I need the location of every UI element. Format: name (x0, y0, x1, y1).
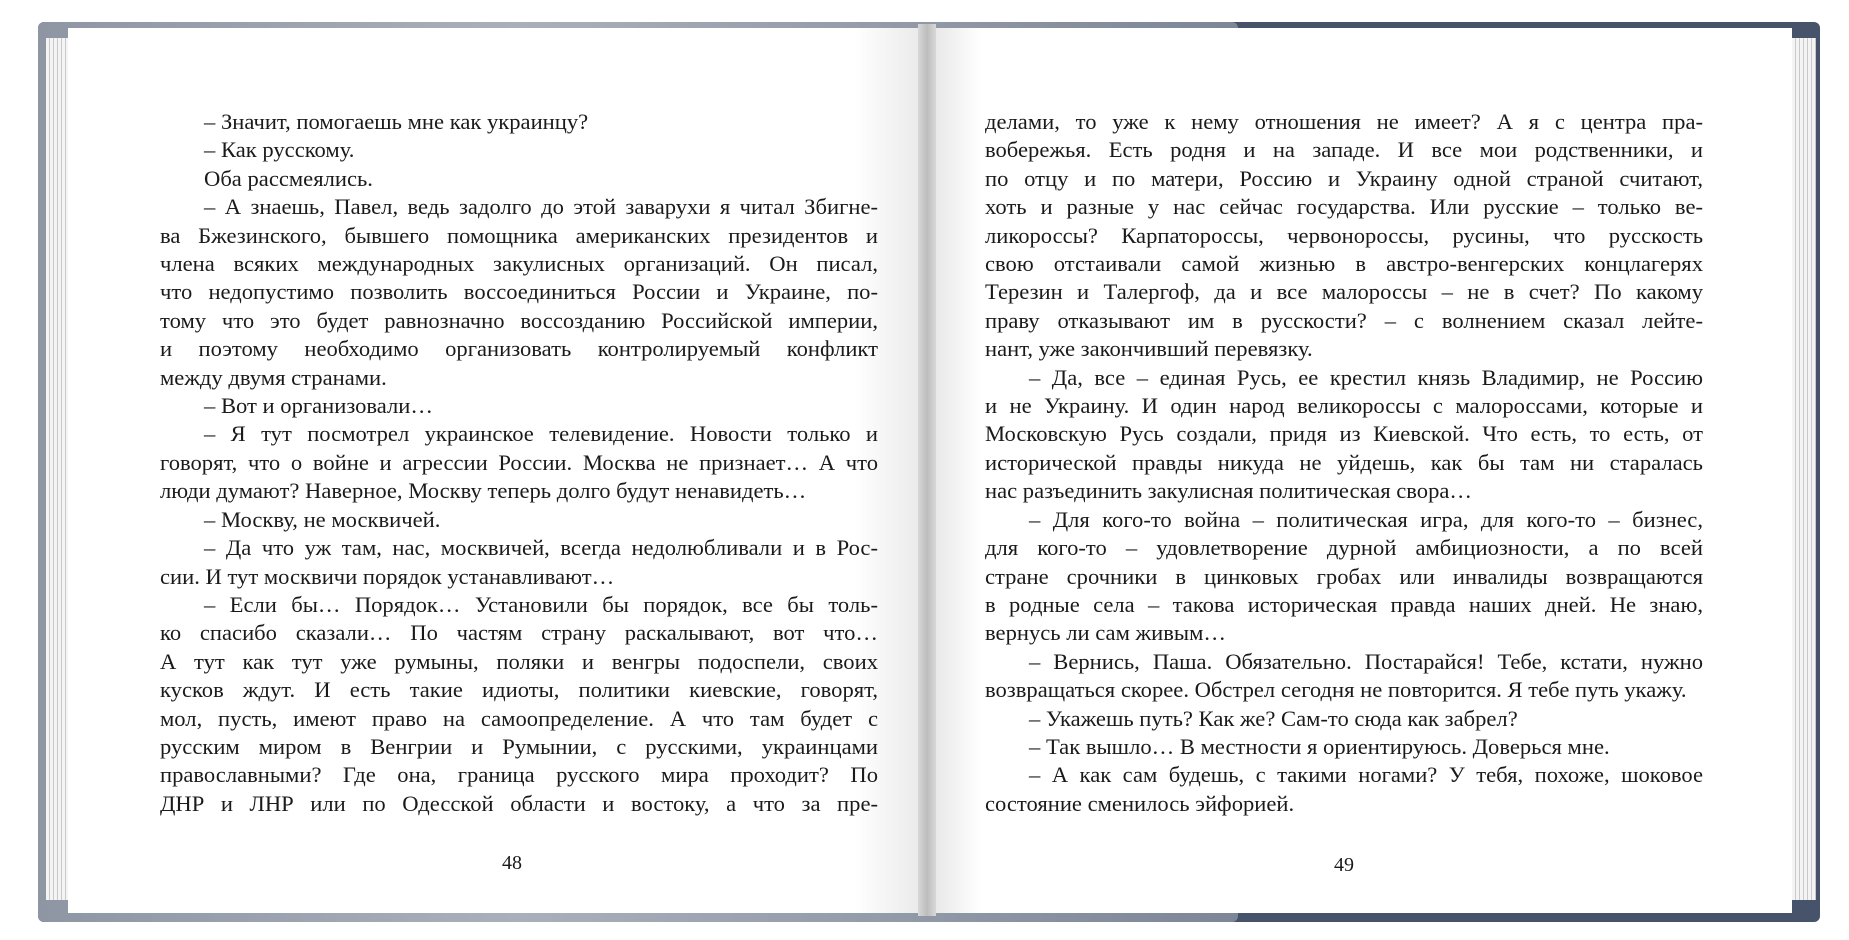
text-line: кусков ждут. И есть такие идиоты, политики киевские, говорят, (160, 677, 878, 703)
text-line: мол, пусть, имеют право на самоопределение. А что там будет с (160, 705, 878, 731)
text-line: – Для кого-то война – политическая игра, для кого-то – бизнес, (1029, 506, 1703, 532)
text-line: А тут как тут уже румыны, поляки и венгры подоспели, своих (160, 648, 878, 674)
book-spine-gutter (918, 24, 936, 916)
left-page-number: 48 (502, 852, 522, 874)
text-line: для кого-то – удовлетворение дурной амбициозности, а по всей (985, 535, 1703, 561)
text-line: – Москву, не москвичей. (204, 506, 441, 532)
text-line: – Вернись, Паша. Обязательно. Постарайся! Тебе, кстати, нужно (1029, 648, 1703, 674)
text-line: и не Украину. И один народ великороссы с малороссами, которые и (985, 393, 1703, 419)
text-line: ко спасибо сказали… По частям страну раскалывают, вот что… (160, 620, 878, 646)
text-line: делами, то уже к нему отношения не имеет? А я с центра пра- (985, 109, 1703, 134)
text-line: и поэтому необходимо организовать контролируемый конфликт (160, 336, 878, 362)
text-line: нант, уже закончивший перевязку. (985, 336, 1313, 362)
text-line: члена всяких международных закулисных организаций. Он писал, (160, 251, 878, 277)
text-line: праву отказывают им в русскости? – с волнением сказал лейте- (985, 307, 1703, 333)
text-line: свою отстаивали самой жизнью в австро-венгерских концлагерях (985, 251, 1703, 277)
text-line: – Укажешь путь? Как же? Сам-то сюда как забрел? (1029, 705, 1518, 731)
text-line: возвращаться скорее. Обстрел сегодня не повторится. Я тебе путь укажу. (985, 677, 1687, 703)
text-line: тому что это будет равнозначно воссозданию Российской империи, (160, 307, 878, 333)
text-line: – Я тут посмотрел украинское телевидение. Новости только и (204, 421, 878, 447)
text-line: ДНР и ЛНР или по Одесской области и востоку, а что за пре- (160, 790, 878, 816)
text-line: Терезин и Талергоф, да и все малороссы – не в счет? По какому (985, 279, 1703, 305)
text-line: ликороссы? Карпатороссы, червонороссы, русины, что русскость (985, 222, 1703, 248)
text-line: – Да что уж там, нас, москвичей, всегда недолюбливали и в Рос- (204, 535, 878, 561)
text-line: хоть и разные у нас сейчас государства. Или русские – только ве- (985, 194, 1703, 220)
text-line: в родные села – такова историческая правда наших дней. Не знаю, (985, 591, 1703, 617)
left-page-text (160, 108, 878, 818)
text-line: – Да, все – единая Русь, ее крестил князь Владимир, не Россию (1029, 364, 1703, 390)
text-line: нас разъединить закулисная политическая свора… (985, 478, 1473, 504)
text-line: между двумя странами. (160, 364, 387, 390)
text-line: – А как сам будешь, с такими ногами? У тебя, похоже, шоковое (1029, 762, 1703, 788)
text-line: люди думают? Наверное, Москву теперь долго будут ненавидеть… (160, 478, 807, 504)
text-line: состояние сменилось эйфорией. (985, 790, 1295, 816)
text-line: – Как русскому. (204, 137, 355, 163)
text-line: – А знаешь, Павел, ведь задолго до этой заварухи я читал Збигне- (204, 194, 878, 220)
text-line: исторической правды никуда не уйдешь, как бы там ни старалась (985, 449, 1703, 475)
text-line: по отцу и по матери, Россию и Украину одной страной считают, (985, 165, 1703, 191)
text-line: Московскую Русь создали, придя из Киевской. Что есть, то есть, от (985, 421, 1703, 447)
text-line: вернусь ли сам живым… (985, 620, 1226, 646)
text-line: ва Бжезинского, бывшего помощника американских президентов и (160, 222, 878, 248)
text-line: русским миром в Венгрии и Румынии, с русскими, украинцами (160, 733, 878, 759)
text-line: – Значит, помогаешь мне как украинцу? (204, 109, 589, 134)
text-line: православными? Где она, граница русского мира проходит? По (160, 762, 878, 788)
text-line: вобережья. Есть родня и на западе. И все мои родственники, и (985, 137, 1703, 163)
text-line: – Так вышло… В местности я ориентируюсь. Доверься мне. (1029, 733, 1610, 759)
text-line: что недопустимо позволить воссоединиться России и Украине, по- (160, 279, 878, 305)
text-line: говорят, что о войне и агрессии России. Москва не признает… А что (160, 449, 878, 475)
text-line: стране срочники в цинковых гробах или инвалиды возвращаются (985, 563, 1703, 589)
right-page-number: 49 (1334, 854, 1354, 876)
text-line: – Вот и организовали… (204, 393, 433, 419)
text-line: Оба рассмеялись. (204, 165, 373, 191)
right-page-text (985, 108, 1703, 818)
text-line: сии. И тут москвичи порядок устанавливают… (160, 563, 615, 589)
text-line: – Если бы… Порядок… Установили бы порядок, все бы толь- (204, 591, 878, 617)
